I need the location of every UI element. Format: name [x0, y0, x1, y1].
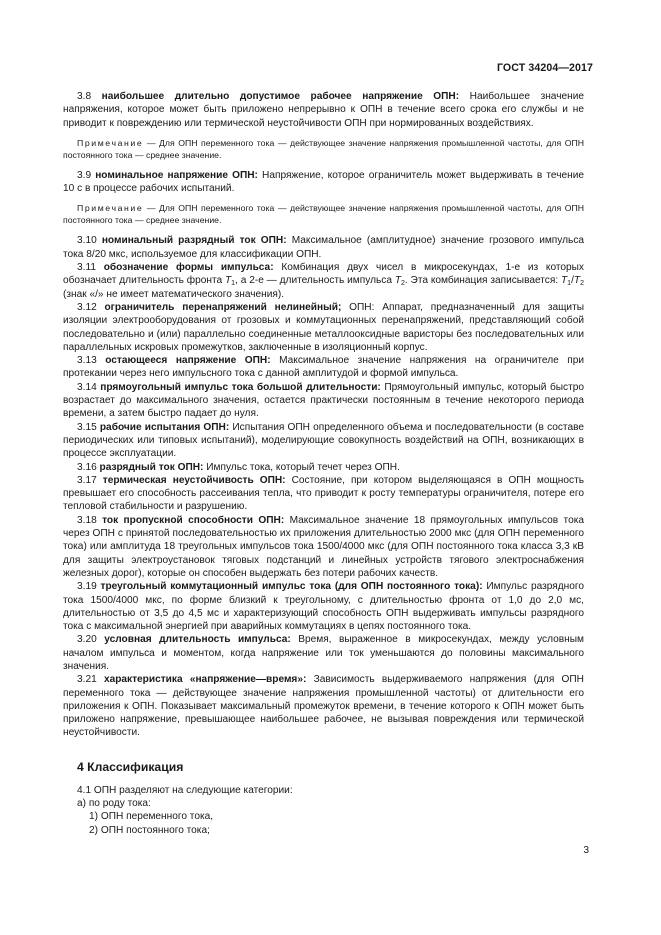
symbol-subscript: 2 — [401, 280, 405, 288]
definition: Зависимость выдерживаемого напряжения (для ОПН переменного тока — действующее значение напряжения промышленной частоты) от длительности его приложения к ОПН. Показывает максимальный промежуток времени, в течение которого к ОПН может быть приложено напряжение, превышающее наибольшее рабочее, не вызывая повреждения или термической неустойчивости. — [63, 674, 584, 739]
definition: Прямоугольный импульс, который быстро возрастает до максимального значения, остается практически постоянным в течение некоторого периода времени, а затем быстро падает до нуля. — [63, 381, 584, 420]
note-text: — Для ОПН переменного тока — действующее значение напряжения промышленной частоты, для ОПН постоянного тока — среднее значение. — [63, 203, 584, 226]
standard-number: ГОСТ 34204—2017 — [496, 62, 593, 74]
definition: Комбинация двух чисел в микросекундах, 1-е из которых обозначает длительность фронта — [63, 262, 584, 287]
term: рабочие испытания ОПН: — [99, 421, 230, 433]
definition: (знак «/» не имеет математического значения). — [63, 288, 285, 300]
paragraph-3-10 — [63, 234, 584, 261]
symbol: T — [224, 275, 232, 287]
clause-number: 3.12 — [77, 301, 105, 313]
clause-number: 3.17 — [77, 474, 103, 486]
term: ток пропускной способности ОПН: — [102, 514, 285, 526]
symbol-subscript: 2 — [580, 280, 584, 288]
page-content — [63, 90, 584, 837]
list-item: 1) ОПН переменного тока, — [89, 811, 214, 823]
definition: Максимальное значение 18 прямоугольных импульсов тока через ОПН с принятой последовательностью их приложения длительностью 2000 мкс (для ОПН переменного тока) или амплитуда 18 треугольных импульсов тока 1500/4000 мкс (для ОПН постоянного тока класса 3,3 кВ для защиты электроустановок тяговых подстанций и линейных устройств тягового электроснабжения железных дорог), которые он способен выдержать без потери рабочих качеств. — [63, 514, 584, 579]
paragraph-3-12 — [63, 301, 584, 354]
slash: / — [571, 275, 574, 287]
paragraph-3-13 — [63, 354, 584, 381]
note-text: — Для ОПН переменного тока — действующее значение напряжения промышленной частоты, для ОПН постоянного тока — среднее значение. — [63, 137, 584, 160]
clause-number: 3.9 — [77, 169, 96, 181]
paragraph-3-21 — [63, 673, 584, 739]
definition: Максимальное (амплитудное) значение грозового импульса тока 8/20 мкс, используемое для классификации ОПН. — [63, 235, 585, 260]
note-2 — [63, 202, 584, 226]
section-intro: 4.1 ОПН разделяют на следующие категории: — [77, 784, 293, 796]
term: разрядный ток ОПН: — [99, 461, 204, 473]
term: характеристика «напряжение—время»: — [103, 674, 307, 686]
clause-number: 3.19 — [77, 581, 101, 593]
note-label: Примечание — [77, 203, 144, 214]
paragraph-3-17 — [63, 474, 584, 514]
definition: Максимальное значение напряжения на ограничителе при протекании через него импульсного тока с данной амплитудой и формой импульса. — [63, 355, 585, 380]
definition: ОПН: Аппарат, предназначенный для защиты изоляции электрооборудования от грозовых и коммутационных перенапряжений, представляющий собой последовательно и (или) параллельно соединенные металлооксидные варисторы без последовательных или параллельных искровых промежутков, заключенные в изоляционный корпус. — [63, 301, 584, 353]
clause-number: 3.11 — [77, 262, 104, 274]
paragraph-3-14 — [63, 381, 584, 421]
term: треугольный коммутационный импульс тока (для ОПН постоянного тока): — [100, 581, 483, 593]
paragraph-3-11 — [63, 261, 584, 301]
paragraph-3-8 — [63, 90, 584, 130]
definition: Испытания ОПН определенного объема и последовательности (в составе периодических или типовых испытаний), моделирующие совокупность воздействий на ОПН, возникающих в процессе эксплуатации. — [63, 421, 584, 460]
section-heading: 4 Классификация — [77, 759, 184, 774]
clause-number: 3.21 — [77, 674, 104, 686]
paragraph-3-18 — [63, 514, 584, 580]
paragraph-3-15 — [63, 421, 584, 461]
definition: , а 2-е — длительность импульса — [235, 275, 395, 287]
clause-number: 3.18 — [77, 514, 103, 526]
definition: . Эта комбинация записывается: — [404, 275, 561, 287]
clause-number: 3.10 — [77, 235, 102, 247]
symbol: T — [394, 275, 401, 287]
definition: Состояние, при котором выделяющаяся в ОПН мощность превышает его способность рассеивания тепла, что приводит к росту температуры ограничителя, потере его тепловой стабильности и разрушению. — [63, 474, 584, 513]
paragraph-3-19 — [63, 580, 584, 633]
list-item: а) по роду тока: — [77, 798, 151, 810]
clause-number: 3.8 — [77, 91, 102, 102]
clause-number: 3.14 — [77, 381, 101, 393]
paragraph-3-9 — [63, 169, 584, 196]
definition: Время, выраженное в микросекундах, между условным началом импульса и моментом, когда напряжение или ток уменьшаются до половины максимального значения. — [63, 634, 584, 672]
term: прямоугольный импульс тока большой длительности: — [100, 381, 381, 393]
definition: Напряжение, которое ограничитель может выдерживать в течение 10 с в процессе рабочих испытаний. — [63, 169, 584, 195]
term: ограничитель перенапряжений нелинейный; — [104, 301, 342, 313]
term: номинальный разрядный ток ОПН: — [101, 235, 287, 247]
definition: Импульс тока, который течет через ОПН. — [203, 461, 400, 473]
term: термическая неустойчивость ОПН: — [102, 474, 286, 486]
term: номинальное напряжение ОПН: — [95, 169, 258, 181]
term: остающееся напряжение ОПН: — [105, 355, 271, 367]
page-number: 3 — [583, 845, 589, 856]
paragraph-3-20 — [63, 633, 584, 673]
clause-number: 3.16 — [77, 461, 100, 473]
list-item: 2) ОПН постоянного тока; — [89, 824, 210, 836]
term: наибольшее длительно допустимое рабочее напряжение ОПН: — [101, 91, 460, 102]
definition: Импульс разрядного тока 1500/4000 мкс, по форме близкий к треугольному, с длительностью фронта от 1,0 до 2,0 мс, длительностью от 3,5 до 4,5 мс и характеризующий способность ОПН выдерживать импульсы разрядного тока с максимальной энергией при аварийных коммутациях в цепях постоянного тока. — [63, 581, 584, 633]
definition: Наибольшее значение напряжения, которое может быть приложено непрерывно к ОПН в течение всего срока его службы и не приводит к повреждению или термической неустойчивости ОПН при нормированных воздействиях. — [63, 91, 585, 129]
paragraph-3-16 — [63, 461, 584, 474]
symbol: T — [560, 275, 568, 287]
symbol-subscript: 1 — [231, 280, 236, 288]
term: обозначение формы импульса: — [103, 262, 274, 274]
symbol: T — [573, 275, 581, 287]
note-1 — [63, 137, 584, 161]
symbol-subscript: 1 — [567, 280, 572, 288]
clause-number: 3.15 — [77, 421, 100, 433]
note-label: Примечание — [77, 137, 144, 148]
clause-number: 3.13 — [77, 355, 106, 367]
clause-number: 3.20 — [77, 634, 105, 646]
term: условная длительность импульса: — [104, 634, 291, 646]
